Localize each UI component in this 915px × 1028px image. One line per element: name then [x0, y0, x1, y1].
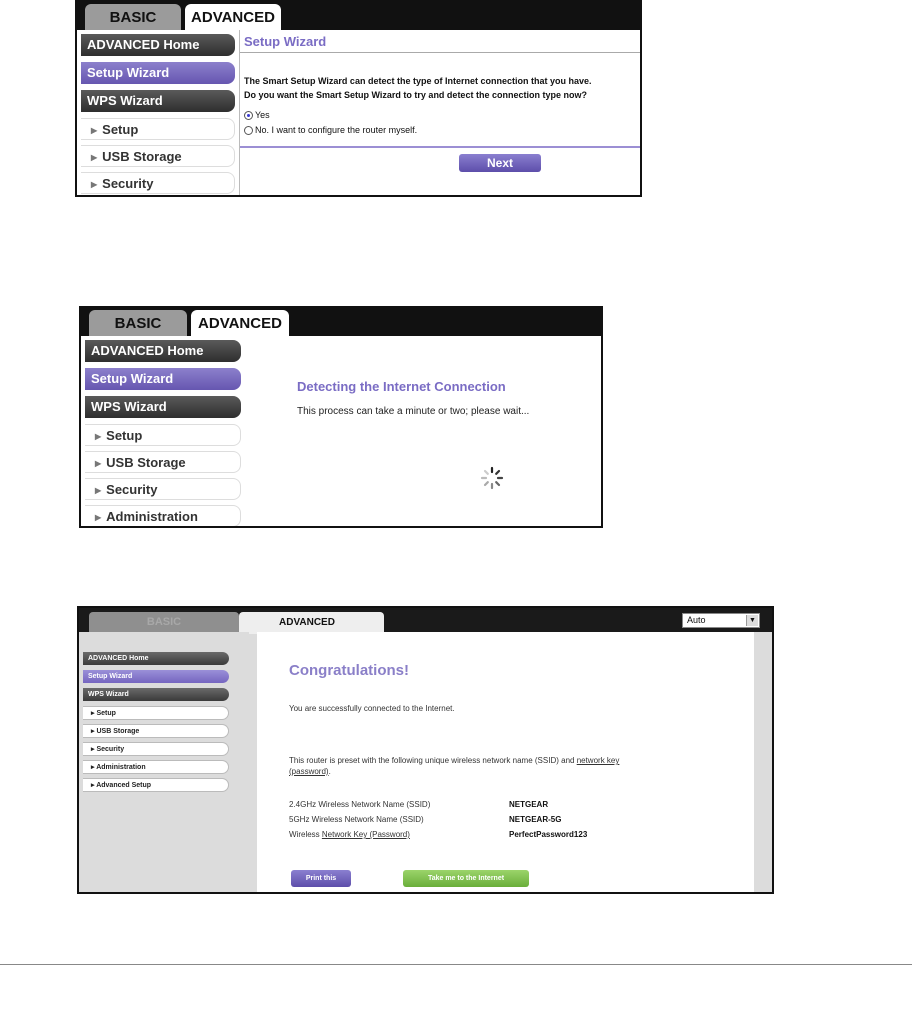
divider: [240, 52, 640, 53]
ssid-5-value: NETGEAR-5G: [509, 815, 562, 824]
chevron-down-icon[interactable]: ▼: [746, 615, 758, 626]
connected-message: You are successfully connected to the Internet.: [289, 704, 455, 713]
tab-basic[interactable]: BASIC: [85, 4, 181, 30]
triangle-right-icon: ▶: [95, 512, 102, 522]
sidebar-item-label: Security: [96, 746, 125, 753]
sidebar-item-label: USB Storage: [96, 728, 140, 735]
sidebar-item-advanced-home[interactable]: ADVANCED Home: [85, 340, 241, 362]
ssid-24-label: 2.4GHz Wireless Network Name (SSID): [289, 800, 431, 809]
main-panel: [257, 632, 754, 892]
page-title: Detecting the Internet Connection: [297, 379, 506, 394]
sidebar-item-label: Setup: [102, 122, 139, 137]
network-key-link[interactable]: Network Key (Password): [321, 830, 410, 839]
preset-message: [289, 756, 619, 765]
main-panel: [245, 336, 601, 526]
description-line-2: Do you want the Smart Setup Wizard to try and detect the connection type now?: [244, 90, 587, 100]
sidebar-item-label: USB Storage: [106, 455, 186, 470]
radio-option-yes[interactable]: [244, 110, 270, 120]
network-key-label: [289, 830, 410, 839]
sidebar-item-label: Administration: [106, 509, 198, 524]
congratulations-screen: [77, 606, 774, 894]
language-value: Auto: [687, 615, 706, 625]
sidebar-item-setup[interactable]: [83, 706, 229, 720]
page-title: Setup Wizard: [244, 34, 327, 49]
radio-option-no[interactable]: [244, 125, 417, 135]
sidebar-item-setup[interactable]: [81, 118, 235, 140]
sidebar-item-usb-storage[interactable]: [83, 724, 229, 738]
sidebar: [77, 30, 239, 195]
detecting-connection-screen: [79, 306, 603, 528]
sidebar-item-wps-wizard[interactable]: WPS Wizard: [81, 90, 235, 112]
tab-bar: [81, 308, 601, 336]
sidebar-item-label: Setup: [106, 428, 143, 443]
radio-selected-icon[interactable]: [244, 111, 253, 120]
triangle-right-icon: ▸: [91, 782, 97, 789]
sidebar-item-security[interactable]: [83, 742, 229, 756]
triangle-right-icon: ▶: [91, 125, 98, 135]
page-divider: [0, 964, 912, 965]
sidebar-item-setup[interactable]: [85, 424, 241, 446]
main-panel: [239, 30, 640, 195]
network-key-link[interactable]: network key: [576, 756, 620, 765]
tab-advanced[interactable]: ADVANCED: [191, 310, 289, 338]
wait-message: This process can take a minute or two; please wait...: [297, 406, 530, 417]
sidebar-item-label: Security: [102, 176, 154, 191]
sidebar-item-security[interactable]: [81, 172, 235, 194]
tab-advanced[interactable]: ADVANCED: [185, 4, 281, 32]
next-button[interactable]: Next: [459, 154, 541, 172]
print-button[interactable]: Print this: [291, 870, 351, 887]
preset-message-cont: [289, 767, 331, 776]
sidebar-item-setup-wizard[interactable]: Setup Wizard: [81, 62, 235, 84]
sidebar-item-label: Advanced Setup: [96, 782, 152, 789]
preset-end: .: [328, 767, 331, 776]
sidebar-item-advanced-setup[interactable]: [83, 778, 229, 792]
tab-basic[interactable]: BASIC: [89, 310, 187, 336]
password-link[interactable]: (password): [289, 767, 329, 776]
loading-spinner-icon: [480, 466, 504, 490]
preset-text: This router is preset with the following unique wireless network name (SSID) and: [289, 756, 577, 765]
tab-basic[interactable]: BASIC: [89, 612, 239, 632]
triangle-right-icon: ▶: [95, 458, 102, 468]
radio-label: No. I want to configure the router myself.: [255, 125, 418, 135]
sidebar-item-usb-storage[interactable]: [81, 145, 235, 167]
divider: [240, 146, 640, 148]
sidebar-item-label: Administration: [96, 764, 146, 771]
setup-wizard-screen: [75, 0, 642, 197]
sidebar-item-usb-storage[interactable]: [85, 451, 241, 473]
sidebar-item-label: USB Storage: [102, 149, 182, 164]
sidebar-item-security[interactable]: [85, 478, 241, 500]
triangle-right-icon: ▶: [91, 152, 98, 162]
sidebar-item-label: Security: [106, 482, 158, 497]
sidebar-item-wps-wizard[interactable]: WPS Wizard: [85, 396, 241, 418]
ssid-24-value: NETGEAR: [509, 800, 549, 809]
triangle-right-icon: ▶: [95, 485, 102, 495]
sidebar-item-label: Setup: [96, 710, 116, 717]
triangle-right-icon: ▸: [91, 728, 97, 735]
sidebar-item-advanced-home[interactable]: ADVANCED Home: [81, 34, 235, 56]
sidebar-item-setup-wizard[interactable]: Setup Wizard: [83, 670, 229, 683]
sidebar-item-advanced-home[interactable]: ADVANCED Home: [83, 652, 229, 665]
radio-label: Yes: [255, 110, 270, 120]
take-me-to-internet-button[interactable]: Take me to the Internet: [403, 870, 529, 887]
triangle-right-icon: ▸: [91, 764, 97, 771]
network-key-value: PerfectPassword123: [509, 830, 588, 839]
sidebar: [79, 632, 249, 892]
page-title: Congratulations!: [289, 662, 409, 679]
description-line-1: The Smart Setup Wizard can detect the type of Internet connection that you have.: [244, 76, 592, 86]
sidebar-item-administration[interactable]: [83, 760, 229, 774]
triangle-right-icon: ▸: [91, 710, 97, 717]
sidebar-item-administration[interactable]: [85, 505, 241, 527]
sidebar: [81, 336, 245, 526]
radio-unselected-icon[interactable]: [244, 126, 253, 135]
sidebar-item-wps-wizard[interactable]: WPS Wizard: [83, 688, 229, 701]
network-key-prefix: Wireless: [289, 830, 322, 839]
triangle-right-icon: ▶: [91, 179, 98, 189]
triangle-right-icon: ▸: [91, 746, 97, 753]
triangle-right-icon: ▶: [95, 431, 102, 441]
tab-advanced[interactable]: ADVANCED: [239, 612, 384, 634]
sidebar-item-setup-wizard[interactable]: Setup Wizard: [85, 368, 241, 390]
language-select[interactable]: [682, 613, 760, 628]
ssid-5-label: 5GHz Wireless Network Name (SSID): [289, 815, 424, 824]
tab-bar: [79, 608, 772, 632]
tab-bar: [77, 2, 640, 30]
